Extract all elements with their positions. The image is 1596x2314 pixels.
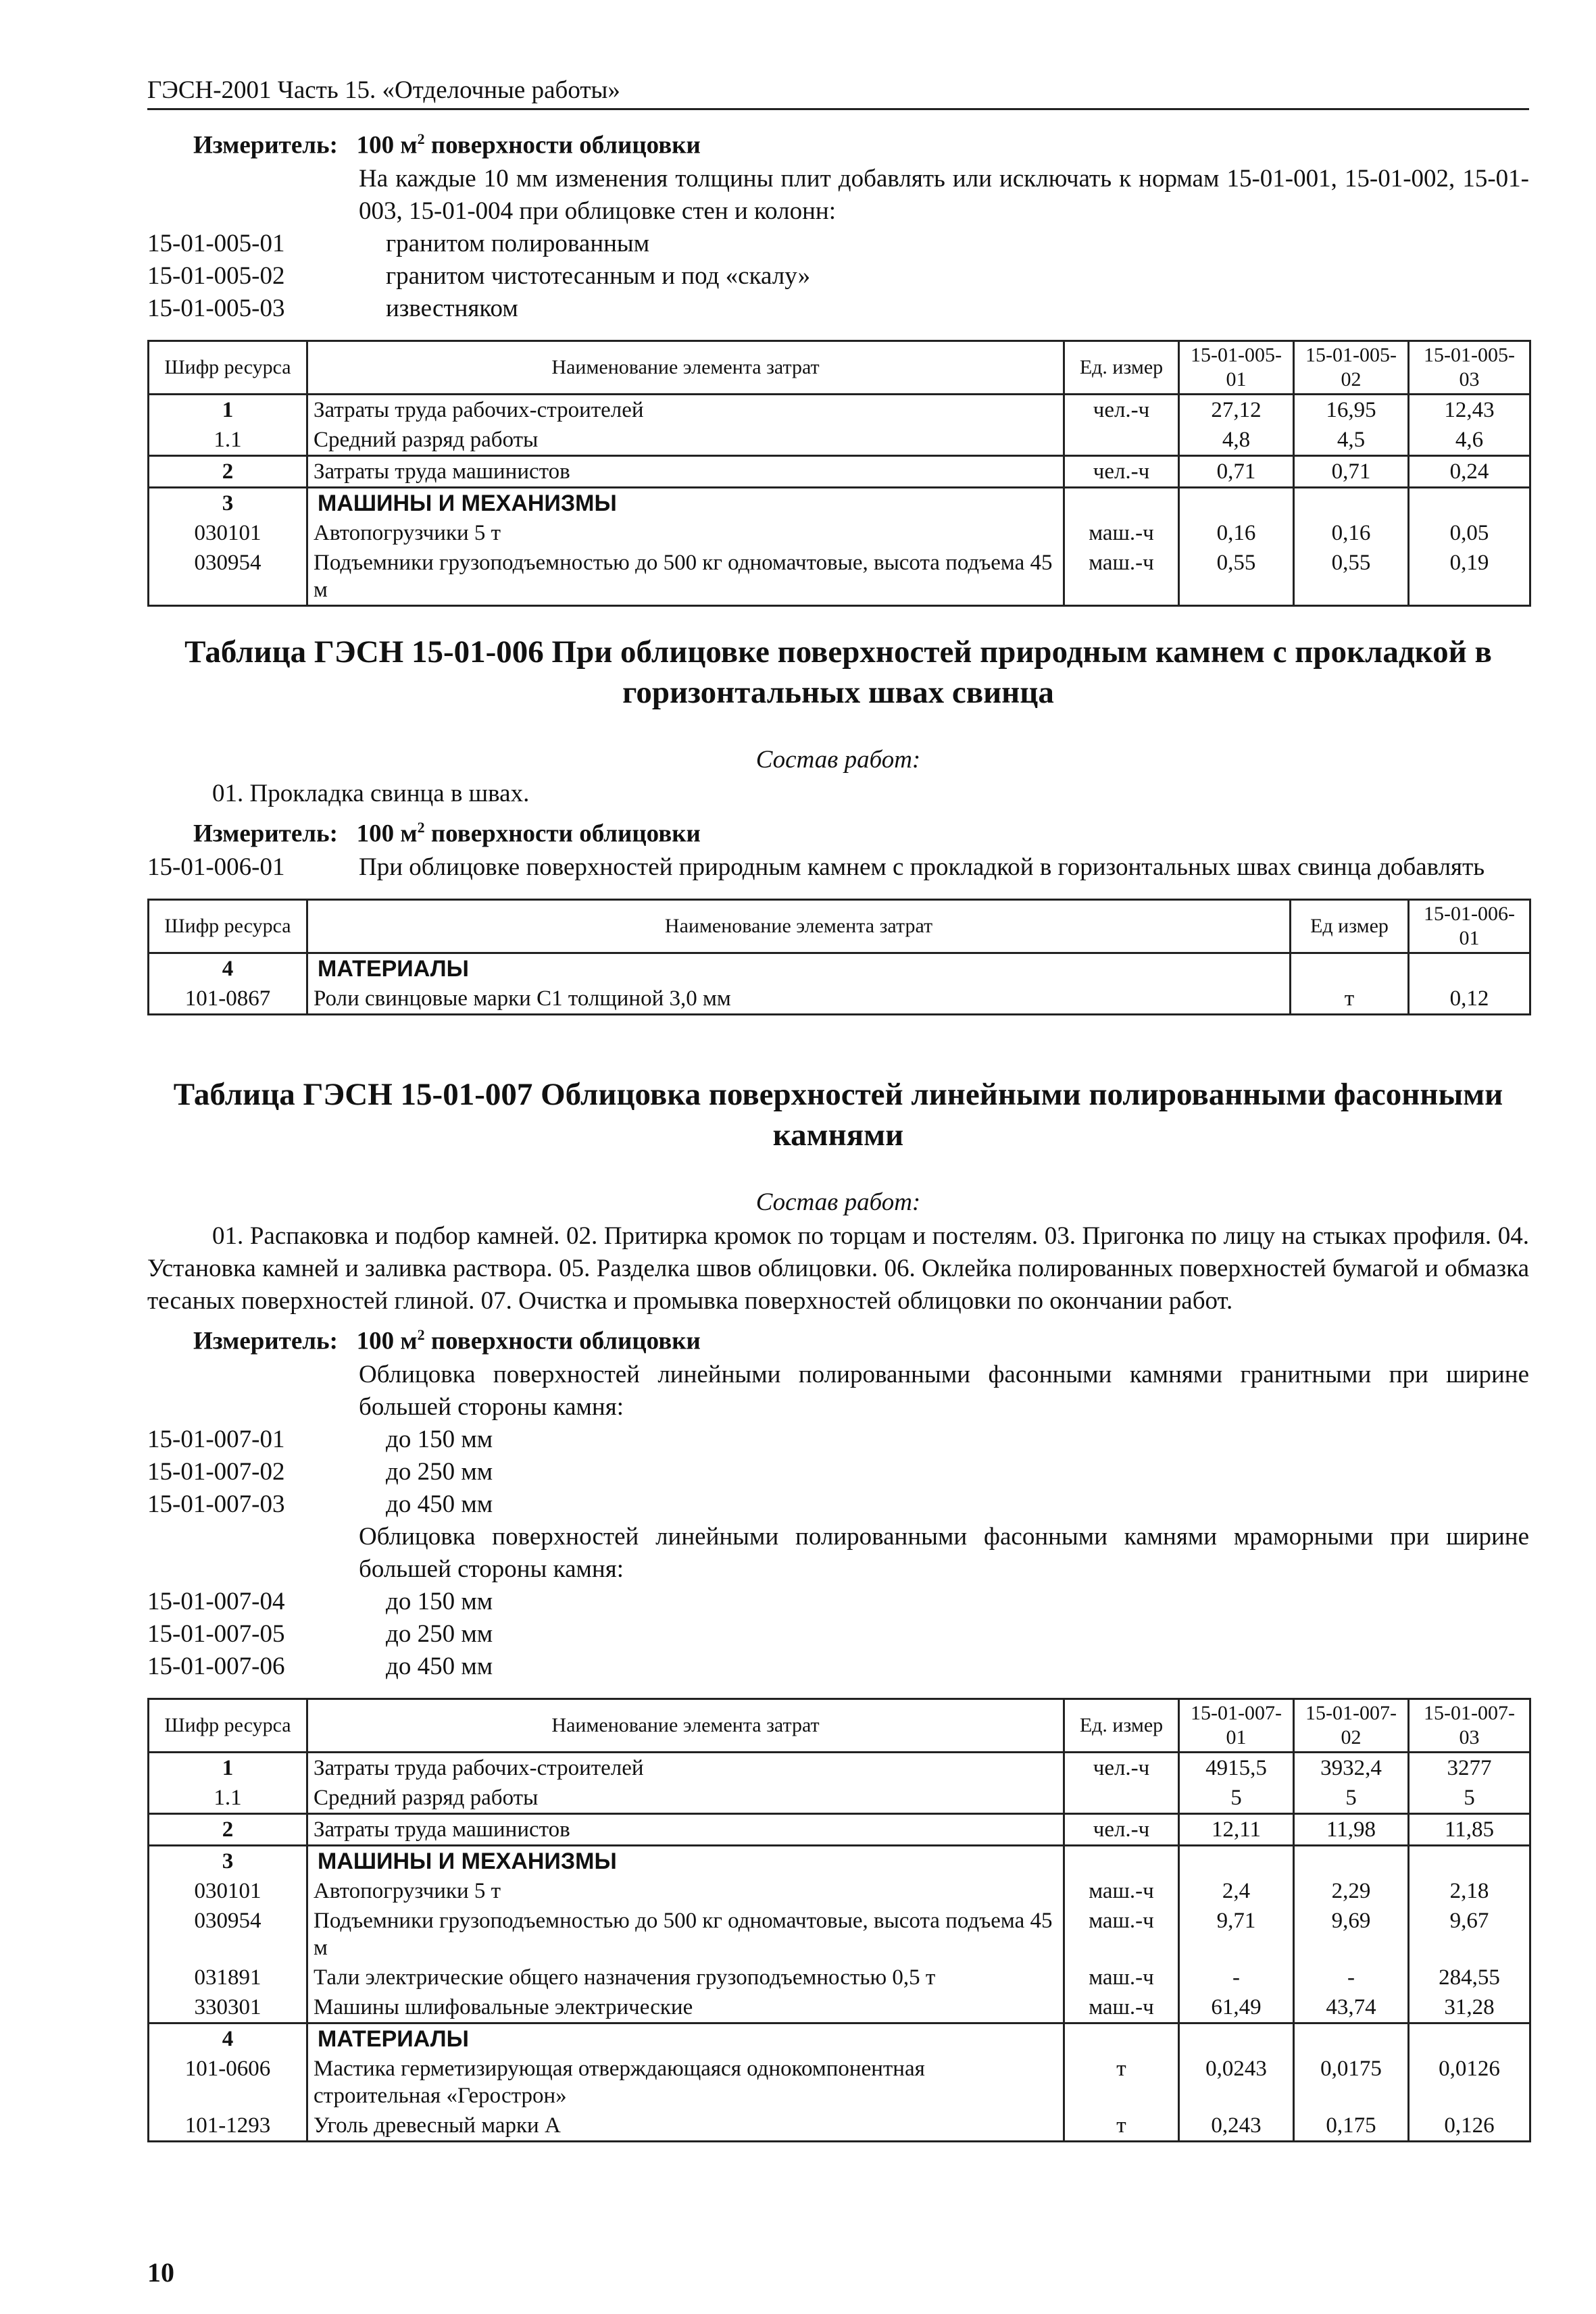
table-row: 2 Затраты труда машинистов чел.-ч 0,71 0,71 0,24 — [149, 456, 1530, 488]
table-row: 1.1 Средний разряд работы 5 5 5 — [149, 1783, 1530, 1814]
table-section-row: 4 МАТЕРИАЛЫ — [149, 953, 1530, 984]
code-row: 15-01-005-02 гранитом чистотесанным и под «скалу» — [147, 262, 811, 291]
table-row: 1 Затраты труда рабочих-строителей чел.-ч 27,12 16,95 12,43 — [149, 395, 1530, 426]
table-row: 1 Затраты труда рабочих-строителей чел.-ч 4915,5 3932,4 3277 — [149, 1753, 1530, 1784]
table-section-row: 4 МАТЕРИАЛЫ — [149, 2023, 1530, 2055]
page-number: 10 — [147, 2257, 174, 2288]
work-composition: 01. Распаковка и подбор камней. 02. Притирка кромок по торцам и постелям. 03. Пригонка по лицу на стыках профиля. 04. Установка камней и заливка раствора. 05. Разделка швов облицовки. 06. Оклейка полированных поверхностей бумагой и обмазка тесаных поверхностей глиной. 07. Очистка и промывка поверхностей облицовки по окончании работ. — [147, 1222, 1529, 1315]
block-15-01-005 — [147, 122, 1529, 607]
table-title-006: Таблица ГЭСН 15-01-006 При облицовке поверхностей природным камнем с прокладкой в горизонтальных швах свинца — [184, 634, 1492, 710]
norm-description: Облицовка поверхностей линейными полированными фасонными камнями гранитными при ширине большей стороны камня: — [359, 1361, 1529, 1422]
table-row: 031891 Тали электрические общего назначения грузоподъемностью 0,5 т маш.-ч - - 284,55 — [149, 1963, 1530, 1992]
code-row: 15-01-006-01 При облицовке поверхностей природным камнем с прокладкой в горизонтальных швах свинца добавлять — [147, 853, 1485, 882]
work-composition-label: Состав работ: — [755, 746, 921, 774]
resource-table-006: Шифр ресурса Наименование элемента затрат Ед измер 15-01-006-01 4 МАТЕРИАЛЫ 101-0867 Роли свинцовые марки С1 толщиной 3,0 мм т 0,12 — [147, 899, 1531, 1015]
norm-description: На каждые 10 мм изменения толщины плит добавлять или исключать к нормам 15-01-001, 15-01-002, 15-01-003, 15-01-004 при облицовке стен и колонн: — [359, 165, 1529, 226]
table-row: 030954 Подъемники грузоподъемностью до 500 кг одномачтовые, высота подъема 45 м маш.-ч 9,71 9,69 9,67 — [149, 1906, 1530, 1963]
code-row: 15-01-007-03 до 450 мм — [147, 1490, 493, 1519]
table-row: 030954 Подъемники грузоподъемностью до 500 кг одномачтовые, высота подъема 45 м маш.-ч 0,55 0,55 0,19 — [149, 548, 1530, 606]
measure-line: Измеритель: 100 $м^2$ поверхности облицовки — [193, 130, 701, 159]
resource-table-005: Шифр ресурса Наименование элемента затрат Ед. измер 15-01-005-01 15-01-005-02 15-01-005-03 1 Затраты труда рабочих-строителей чел.-ч 27,12 16,95 12,43 1.1 Средний разряд работы 4,8 4,5 4,6 2 Затраты труда машинистов чел.-ч 0,71 0,71 0,24 3 МАШИНЫ И МЕХАНИЗМЫ 030101 Автопогрузчики 5 т маш.-ч 0,16 0,16 0,05 030954 Подъемники грузоподъемностью до 500 кг одномачтовые, высота подъема 45 м маш.-ч 0,55 0,55 0,19 — [147, 340, 1531, 607]
table-row: 101-0606 Мастика герметизирующая отверждающаяся однокомпонентная строительная «Герострон» т 0,0243 0,0175 0,0126 — [149, 2054, 1530, 2111]
code-row: 15-01-005-01 гранитом полированным — [147, 230, 650, 258]
measure-line: Измеритель: 100 $м^2$ поверхности облицовки — [193, 819, 701, 848]
table-row: 2 Затраты труда машинистов чел.-ч 12,11 11,98 11,85 — [149, 1814, 1530, 1846]
table-row: 030101 Автопогрузчики 5 т маш.-ч 2,4 2,29 2,18 — [149, 1876, 1530, 1906]
work-composition: 01. Прокладка свинца в швах. — [212, 780, 530, 807]
code-row: 15-01-007-01 до 150 мм — [147, 1426, 493, 1454]
table-row: 030101 Автопогрузчики 5 т маш.-ч 0,16 0,16 0,05 — [149, 518, 1530, 548]
table-title-007: Таблица ГЭСН 15-01-007 Облицовка поверхностей линейными полированными фасонными камнями — [173, 1077, 1503, 1153]
page-header: ГЭСН-2001 Часть 15. «Отделочные работы» — [147, 73, 1529, 110]
code-row: 15-01-007-06 до 450 мм — [147, 1653, 493, 1681]
norm-description: Облицовка поверхностей линейными полированными фасонными камнями мраморными при ширине большей стороны камня: — [359, 1523, 1529, 1584]
table-section-row: 3 МАШИНЫ И МЕХАНИЗМЫ — [149, 1846, 1530, 1877]
block-15-01-006 — [147, 632, 1529, 1015]
code-row: 15-01-007-05 до 250 мм — [147, 1620, 493, 1649]
resource-table-007: Шифр ресурса Наименование элемента затрат Ед. измер 15-01-007-01 15-01-007-02 15-01-007-03 1 Затраты труда рабочих-строителей чел.-ч 4915,5 3932,4 3277 1.1 Средний разряд работы 5 5 5 2 Затраты труда машинистов чел.-ч 12,11 11,98 11,85 3 МАШИНЫ И МЕХАНИЗМЫ 030101 Автопогрузчики 5 т маш.-ч 2,4 2,29 2,18 030954 Подъемники грузоподъемностью до 500 кг одномачтовые, высота подъема 45 м маш.-ч 9,71 9,69 9,67 031891 Тали электрические общего назначения грузоподъемностью 0,5 т маш.-ч - - 284,55 330301 Машины шлифовальные электрические маш.-ч 61,49 43,74 31,28 4 МАТЕРИАЛЫ 101-0606 Мастика герметизирующая отверждающаяся однокомпонентная строительная «Герострон» т 0,0243 0,0175 0,0126 101-1293 Уголь древесный марки А т 0,243 0,175 0,126 — [147, 1698, 1531, 2142]
table-row: 330301 Машины шлифовальные электрические маш.-ч 61,49 43,74 31,28 — [149, 1992, 1530, 2023]
table-row: 101-1293 Уголь древесный марки А т 0,243 0,175 0,126 — [149, 2111, 1530, 2142]
block-15-01-007 — [147, 1074, 1529, 2142]
measure-line: Измеритель: 100 $м^2$ поверхности облицовки — [193, 1326, 701, 1355]
table-row: 1.1 Средний разряд работы 4,8 4,5 4,6 — [149, 425, 1530, 456]
work-composition-label: Состав работ: — [755, 1188, 921, 1216]
code-row: 15-01-005-03 известняком — [147, 295, 518, 323]
table-section-row: 3 МАШИНЫ И МЕХАНИЗМЫ — [149, 488, 1530, 519]
code-row: 15-01-007-04 до 150 мм — [147, 1588, 493, 1616]
table-row: 101-0867 Роли свинцовые марки С1 толщиной 3,0 мм т 0,12 — [149, 984, 1530, 1015]
code-row: 15-01-007-02 до 250 мм — [147, 1458, 493, 1486]
